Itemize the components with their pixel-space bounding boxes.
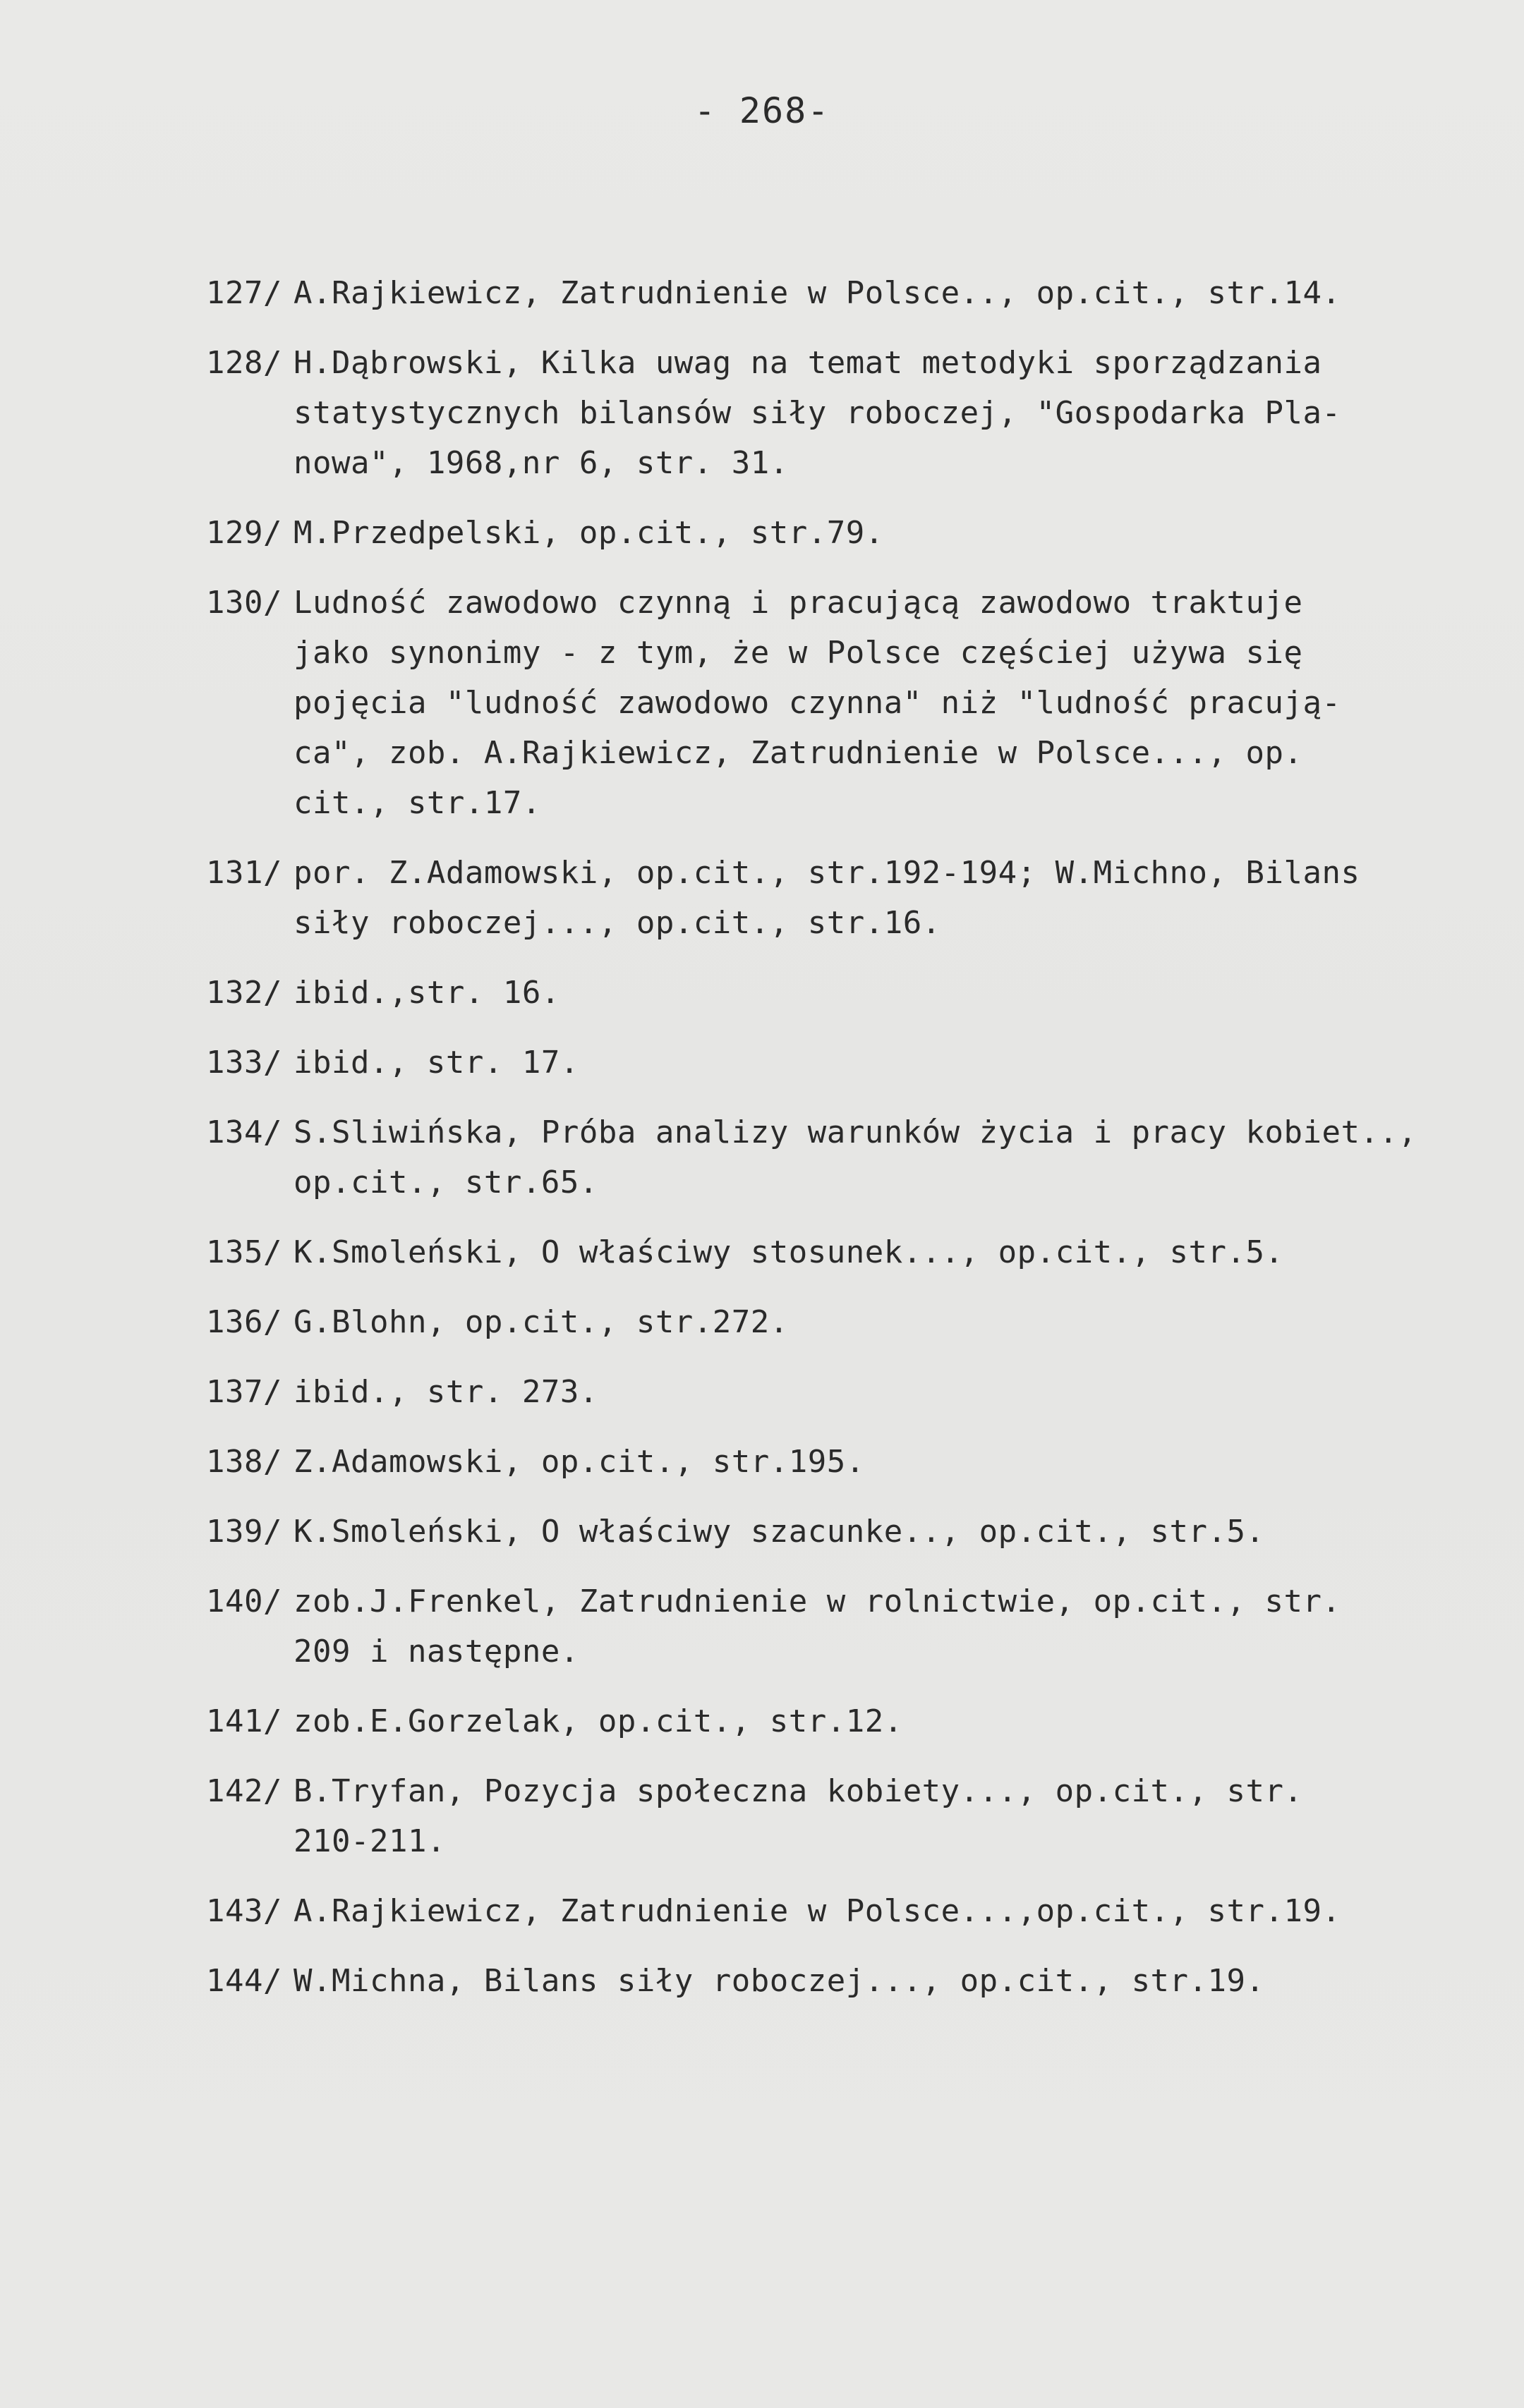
footnote-text: zob.J.Frenkel, Zatrudnienie w rolnictwie, op.cit., str. 209 i następne. <box>294 1583 1341 1670</box>
footnote-text: S.Sliwińska, Próba analizy warunków życia i pracy kobiet.., op.cit., str.65. <box>294 1114 1417 1200</box>
footnote-text: H.Dąbrowski, Kilka uwag na temat metodyki sporządzania statystycznych bilansów siły roboczej, "Gospodarka Pla- nowa", 1968,nr 6, str. 31. <box>294 345 1341 481</box>
footnote-number: 143/ <box>206 1893 282 1929</box>
footnote-number: 142/ <box>206 1773 282 1809</box>
footnote-text: por. Z.Adamowski, op.cit., str.192-194; W.Michno, Bilans siły roboczej..., op.cit., str.16. <box>294 855 1360 941</box>
footnote <box>206 848 1504 948</box>
footnote-text: W.Michna, Bilans siły roboczej..., op.cit., str.19. <box>294 1963 1265 1999</box>
footnote-text: A.Rajkiewicz, Zatrudnienie w Polsce...,op.cit., str.19. <box>294 1893 1341 1929</box>
footnote <box>206 338 1504 488</box>
footnote-number: 136/ <box>206 1304 282 1340</box>
footnote <box>206 1367 1504 1417</box>
footnote <box>206 968 1504 1018</box>
footnote-text: K.Smoleński, O właściwy stosunek..., op.cit., str.5. <box>294 1234 1284 1270</box>
footnote <box>206 578 1504 828</box>
footnote-number: 133/ <box>206 1045 282 1081</box>
footnote <box>206 1297 1504 1347</box>
footnote-number: 137/ <box>206 1374 282 1410</box>
footnote-number: 128/ <box>206 345 282 381</box>
footnote-text: G.Blohn, op.cit., str.272. <box>294 1304 789 1340</box>
footnote <box>206 1576 1504 1677</box>
footnote-text: zob.E.Gorzelak, op.cit., str.12. <box>294 1703 903 1739</box>
footnote-number: 131/ <box>206 855 282 891</box>
footnote-text: A.Rajkiewicz, Zatrudnienie w Polsce.., op.cit., str.14. <box>294 275 1341 311</box>
footnote-number: 129/ <box>206 515 282 551</box>
footnote-number: 139/ <box>206 1514 282 1550</box>
footnote-text: Ludność zawodowo czynną i pracującą zawodowo traktuje jako synonimy - z tym, że w Polsce częściej używa się pojęcia "ludność zawodowo czynna" niż "ludność pracują- ca", zob. A.Rajkiewicz, Zatrudnienie w Polsce..., op. cit., str.17. <box>294 585 1341 821</box>
footnote-text: ibid.,str. 16. <box>294 975 560 1011</box>
footnote-text: M.Przedpelski, op.cit., str.79. <box>294 515 884 551</box>
footnote-number: 132/ <box>206 975 282 1011</box>
footnote <box>206 268 1504 318</box>
footnote <box>206 1696 1504 1746</box>
footnote <box>206 1956 1504 2006</box>
footnote-number: 138/ <box>206 1444 282 1480</box>
footnote <box>206 1886 1504 1936</box>
footnote <box>206 1107 1504 1208</box>
footnote-number: 130/ <box>206 585 282 621</box>
footnote-number: 144/ <box>206 1963 282 1999</box>
footnote-number: 141/ <box>206 1703 282 1739</box>
footnote-number: 140/ <box>206 1583 282 1619</box>
footnote-text: ibid., str. 273. <box>294 1374 598 1410</box>
footnote-text: Z.Adamowski, op.cit., str.195. <box>294 1444 865 1480</box>
footnote <box>206 1038 1504 1088</box>
footnote-number: 134/ <box>206 1114 282 1150</box>
footnote <box>206 1227 1504 1277</box>
footnote-text: B.Tryfan, Pozycja społeczna kobiety..., op.cit., str. 210-211. <box>294 1773 1303 1859</box>
footnote-text: K.Smoleński, O właściwy szacunke.., op.cit., str.5. <box>294 1514 1265 1550</box>
footnote-number: 127/ <box>206 275 282 311</box>
footnote <box>206 1507 1504 1557</box>
footnote <box>206 508 1504 558</box>
footnote-number: 135/ <box>206 1234 282 1270</box>
footnote <box>206 1766 1504 1866</box>
page-number: - 268- <box>694 90 830 131</box>
footnote <box>206 1437 1504 1487</box>
footnote-text: ibid., str. 17. <box>294 1045 579 1081</box>
footnote-list <box>206 268 1504 2026</box>
